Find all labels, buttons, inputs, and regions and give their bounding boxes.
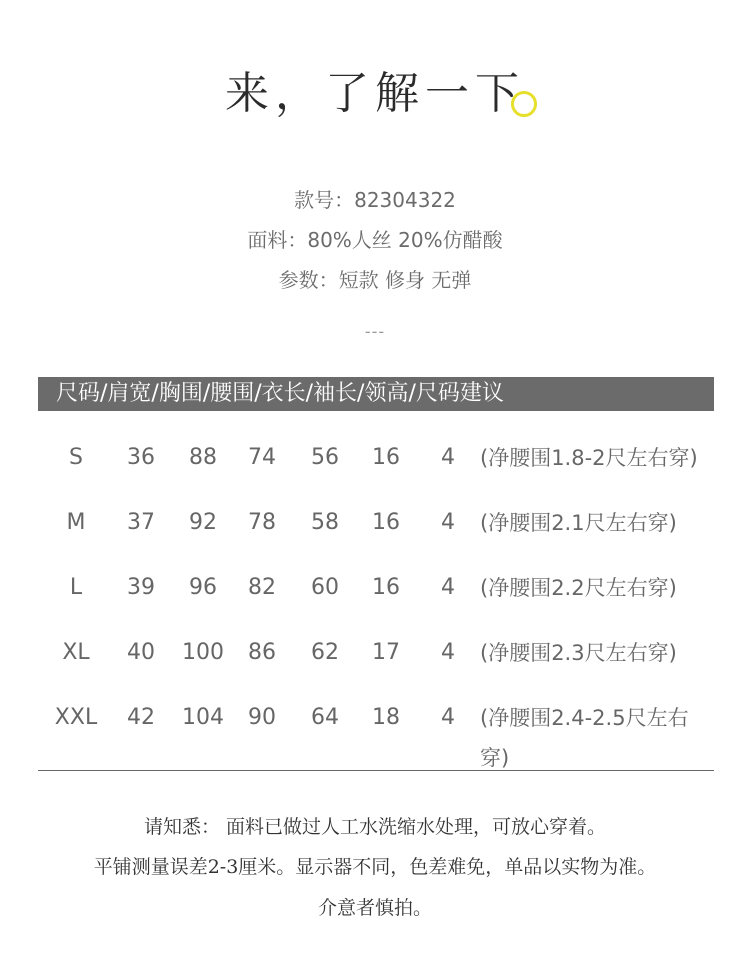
cell-chest: 92 xyxy=(189,510,217,535)
cell-sleeve: 16 xyxy=(372,445,400,470)
cell-collar: 4 xyxy=(441,640,455,665)
cell-note: (净腰围2.4-2.5尺左右穿) xyxy=(480,706,689,770)
cell-note: (净腰围2.1尺左右穿) xyxy=(480,511,677,535)
cell-shoulder: 40 xyxy=(127,640,155,665)
table-row xyxy=(0,698,750,770)
cell-note: (净腰围2.2尺左右穿) xyxy=(480,576,677,600)
cell-sleeve: 16 xyxy=(372,575,400,600)
table-row xyxy=(0,568,750,608)
cell-size: S xyxy=(69,445,83,470)
cell-sleeve: 16 xyxy=(372,510,400,535)
yellow-ring-decoration xyxy=(511,91,537,117)
cell-length: 56 xyxy=(311,445,339,470)
cell-waist: 86 xyxy=(248,640,276,665)
parameters-info: 参数：短款 修身 无弹 xyxy=(278,268,472,292)
divider-line xyxy=(38,770,714,771)
cell-size: XXL xyxy=(54,705,98,730)
cell-size: XL xyxy=(62,640,90,665)
cell-waist: 82 xyxy=(248,575,276,600)
notice-line-2: 平铺测量误差2-3厘米。显示器不同，色差难免，单品以实物为准。 xyxy=(93,856,657,878)
cell-collar: 4 xyxy=(441,510,455,535)
cell-collar: 4 xyxy=(441,445,455,470)
cell-shoulder: 36 xyxy=(127,445,155,470)
cell-length: 62 xyxy=(311,640,339,665)
table-row xyxy=(0,503,750,543)
table-row xyxy=(0,633,750,673)
cell-waist: 74 xyxy=(248,445,276,470)
cell-shoulder: 37 xyxy=(127,510,155,535)
cell-note: (净腰围1.8-2尺左右穿) xyxy=(480,446,698,470)
cell-chest: 96 xyxy=(189,575,217,600)
cell-collar: 4 xyxy=(441,575,455,600)
title-section xyxy=(0,62,750,126)
notice-line-1: 请知悉： 面料已做过人工水洗缩水处理，可放心穿着。 xyxy=(143,816,607,838)
cell-size: L xyxy=(69,575,83,600)
notice-line-3: 介意者慎拍。 xyxy=(317,897,432,919)
cell-shoulder: 39 xyxy=(127,575,155,600)
page-title-text: 来，了解一下 xyxy=(225,68,525,119)
table-row xyxy=(0,438,750,478)
cell-length: 60 xyxy=(311,575,339,600)
cell-size: M xyxy=(66,510,86,535)
size-table-header: 尺码/肩宽/胸围/腰围/衣长/袖长/领高/尺码建议 xyxy=(38,377,714,411)
cell-chest: 104 xyxy=(182,705,224,730)
cell-shoulder: 42 xyxy=(127,705,155,730)
divider-dashes: --- xyxy=(364,322,386,341)
cell-length: 64 xyxy=(311,705,339,730)
cell-waist: 90 xyxy=(248,705,276,730)
cell-chest: 100 xyxy=(182,640,224,665)
style-number: 款号：82304322 xyxy=(294,188,456,212)
cell-sleeve: 17 xyxy=(372,640,400,665)
fabric-info: 面料：80%人丝 20%仿醋酸 xyxy=(247,228,503,252)
cell-collar: 4 xyxy=(441,705,455,730)
cell-note: (净腰围2.3尺左右穿) xyxy=(480,641,677,665)
cell-sleeve: 18 xyxy=(372,705,400,730)
page-title xyxy=(225,62,525,126)
cell-waist: 78 xyxy=(248,510,276,535)
cell-length: 58 xyxy=(311,510,339,535)
cell-chest: 88 xyxy=(189,445,217,470)
